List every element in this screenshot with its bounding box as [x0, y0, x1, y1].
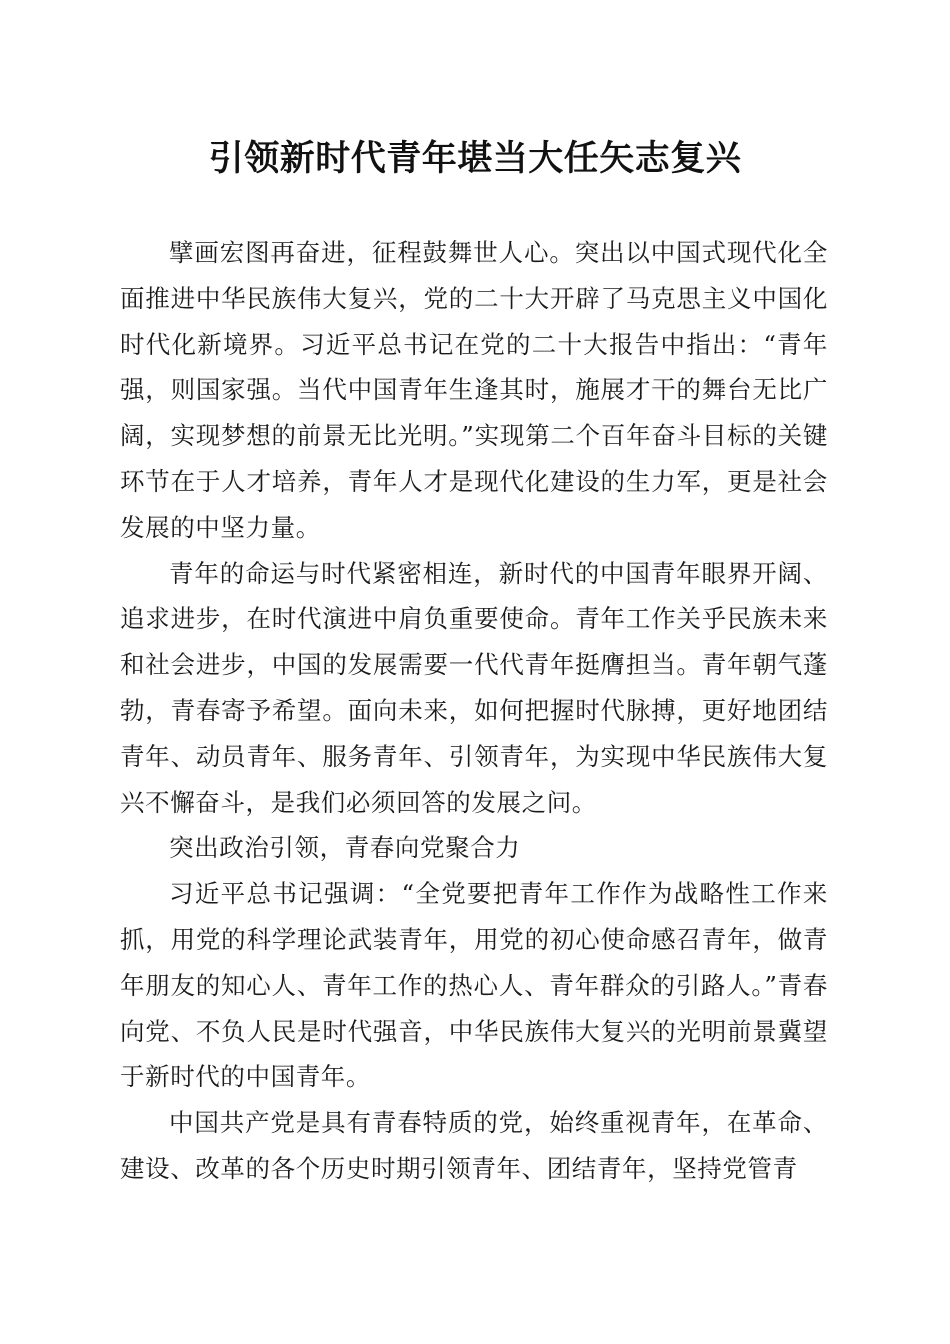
- paragraph-intro: 擘画宏图再奋进，征程鼓舞世人心。突出以中国式现代化全面推进中华民族伟大复兴，党的二十大开辟了马克思主义中国化时代化新境界。习近平总书记在党的二十大报告中指出：“青年强，则国家强。当代中国青年生逢其时，施展才干的舞台无比广阔，实现梦想的前景无比光明。”实现第二个百年奋斗目标的关键环节在于人才培养，青年人才是现代化建设的生力军，更是社会发展的中坚力量。: [120, 238, 828, 542]
- paragraph-party-guidance: 习近平总书记强调：“全党要把青年工作作为战略性工作来抓，用党的科学理论武装青年，用党的初心使命感召青年，做青年朋友的知心人、青年工作的热心人、青年群众的引路人。”青春向党、不负人民是时代强音，中华民族伟大复兴的光明前景冀望于新时代的中国青年。: [120, 879, 828, 1092]
- paragraph-party-youth: 中国共产党是具有青春特质的党，始终重视青年，在革命、建设、改革的各个历史时期引领青年、团结青年，坚持党管青: [120, 1108, 828, 1183]
- document-title: 引领新时代青年堪当大任矢志复兴: [208, 138, 742, 179]
- section-heading: 突出政治引领，青春向党聚合力: [169, 833, 521, 863]
- document-body: [120, 230, 828, 1192]
- paragraph-youth-destiny: 青年的命运与时代紧密相连，新时代的中国青年眼界开阔、追求进步，在时代演进中肩负重要使命。青年工作关乎民族未来和社会进步，中国的发展需要一代代青年挺膺担当。青年朝气蓬勃，青春寄予希望。面向未来，如何把握时代脉搏，更好地团结青年、动员青年、服务青年、引领青年，为实现中华民族伟大复兴不懈奋斗，是我们必须回答的发展之问。: [120, 558, 828, 817]
